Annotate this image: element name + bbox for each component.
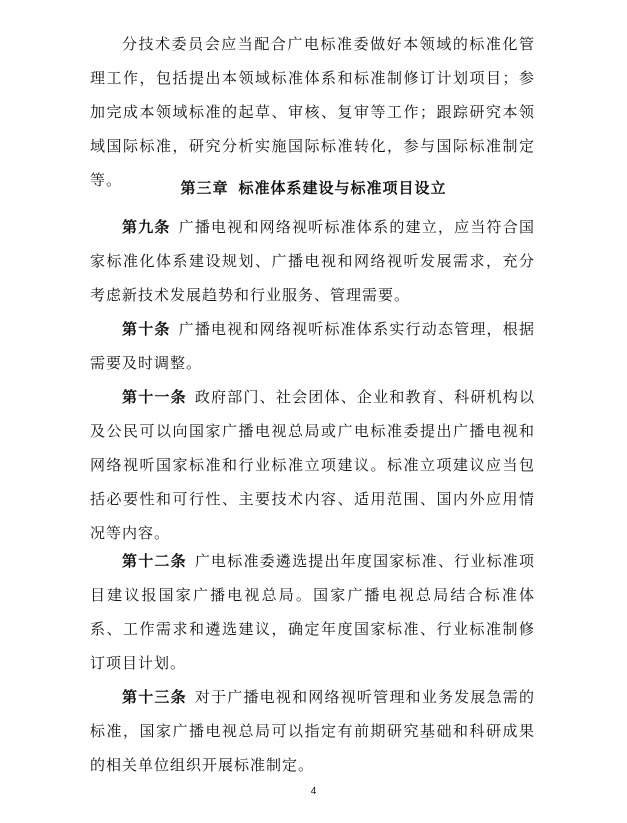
article-9 (90, 210, 535, 312)
article-12 (90, 544, 535, 680)
article-text: 政府部门、社会团体、企业和教育、科研机构以及公民可以向国家广播电视总局或广电标准委提出广播电视和网络视听国家标准和行业标准立项建议。标准立项建议应当包括必要性和可行性、主要技术内容、适用范围、国内外应用情况等内容。 (90, 388, 535, 542)
chapter-title: 标准体系建设与标准项目设立 (238, 179, 447, 197)
article-text: 广播电视和网络视听标准体系实行动态管理，根据需要及时调整。 (90, 320, 535, 372)
article-13 (90, 680, 535, 782)
article-10 (90, 312, 535, 380)
chapter-heading (0, 176, 627, 200)
article-label: 第十三条 (122, 688, 187, 706)
article-text: 广播电视和网络视听标准体系的建立，应当符合国家标准化体系建设规划、广播电视和网络视听发展需求，充分考虑新技术发展趋势和行业服务、管理需要。 (90, 218, 535, 304)
article-text: 对于广播电视和网络视听管理和业务发展急需的标准，国家广播电视总局可以指定有前期研究基础和科研成果的相关单位组织开展标准制定。 (90, 688, 535, 774)
article-text: 广电标准委遴选提出年度国家标准、行业标准项目建议报国家广播电视总局。国家广播电视总局结合标准体系、工作需求和遴选建议，确定年度国家标准、行业标准制修订项目计划。 (90, 552, 535, 672)
article-11 (90, 380, 535, 550)
article-label: 第十二条 (122, 552, 187, 570)
article-label: 第十条 (122, 320, 171, 338)
intro-text: 分技术委员会应当配合广电标准委做好本领域的标准化管理工作，包括提出本领域标准体系和标准制修订计划项目；参加完成本领域标准的起草、审核、复审等工作；跟踪研究本领域国际标准，研究分析实施国际标准转化，参与国际标准制定等。 (90, 35, 535, 189)
page-number: 4 (310, 786, 317, 797)
intro-paragraph (90, 27, 535, 197)
article-label: 第十一条 (122, 388, 187, 406)
chapter-number: 第三章 (180, 179, 229, 197)
article-label: 第九条 (122, 218, 171, 236)
